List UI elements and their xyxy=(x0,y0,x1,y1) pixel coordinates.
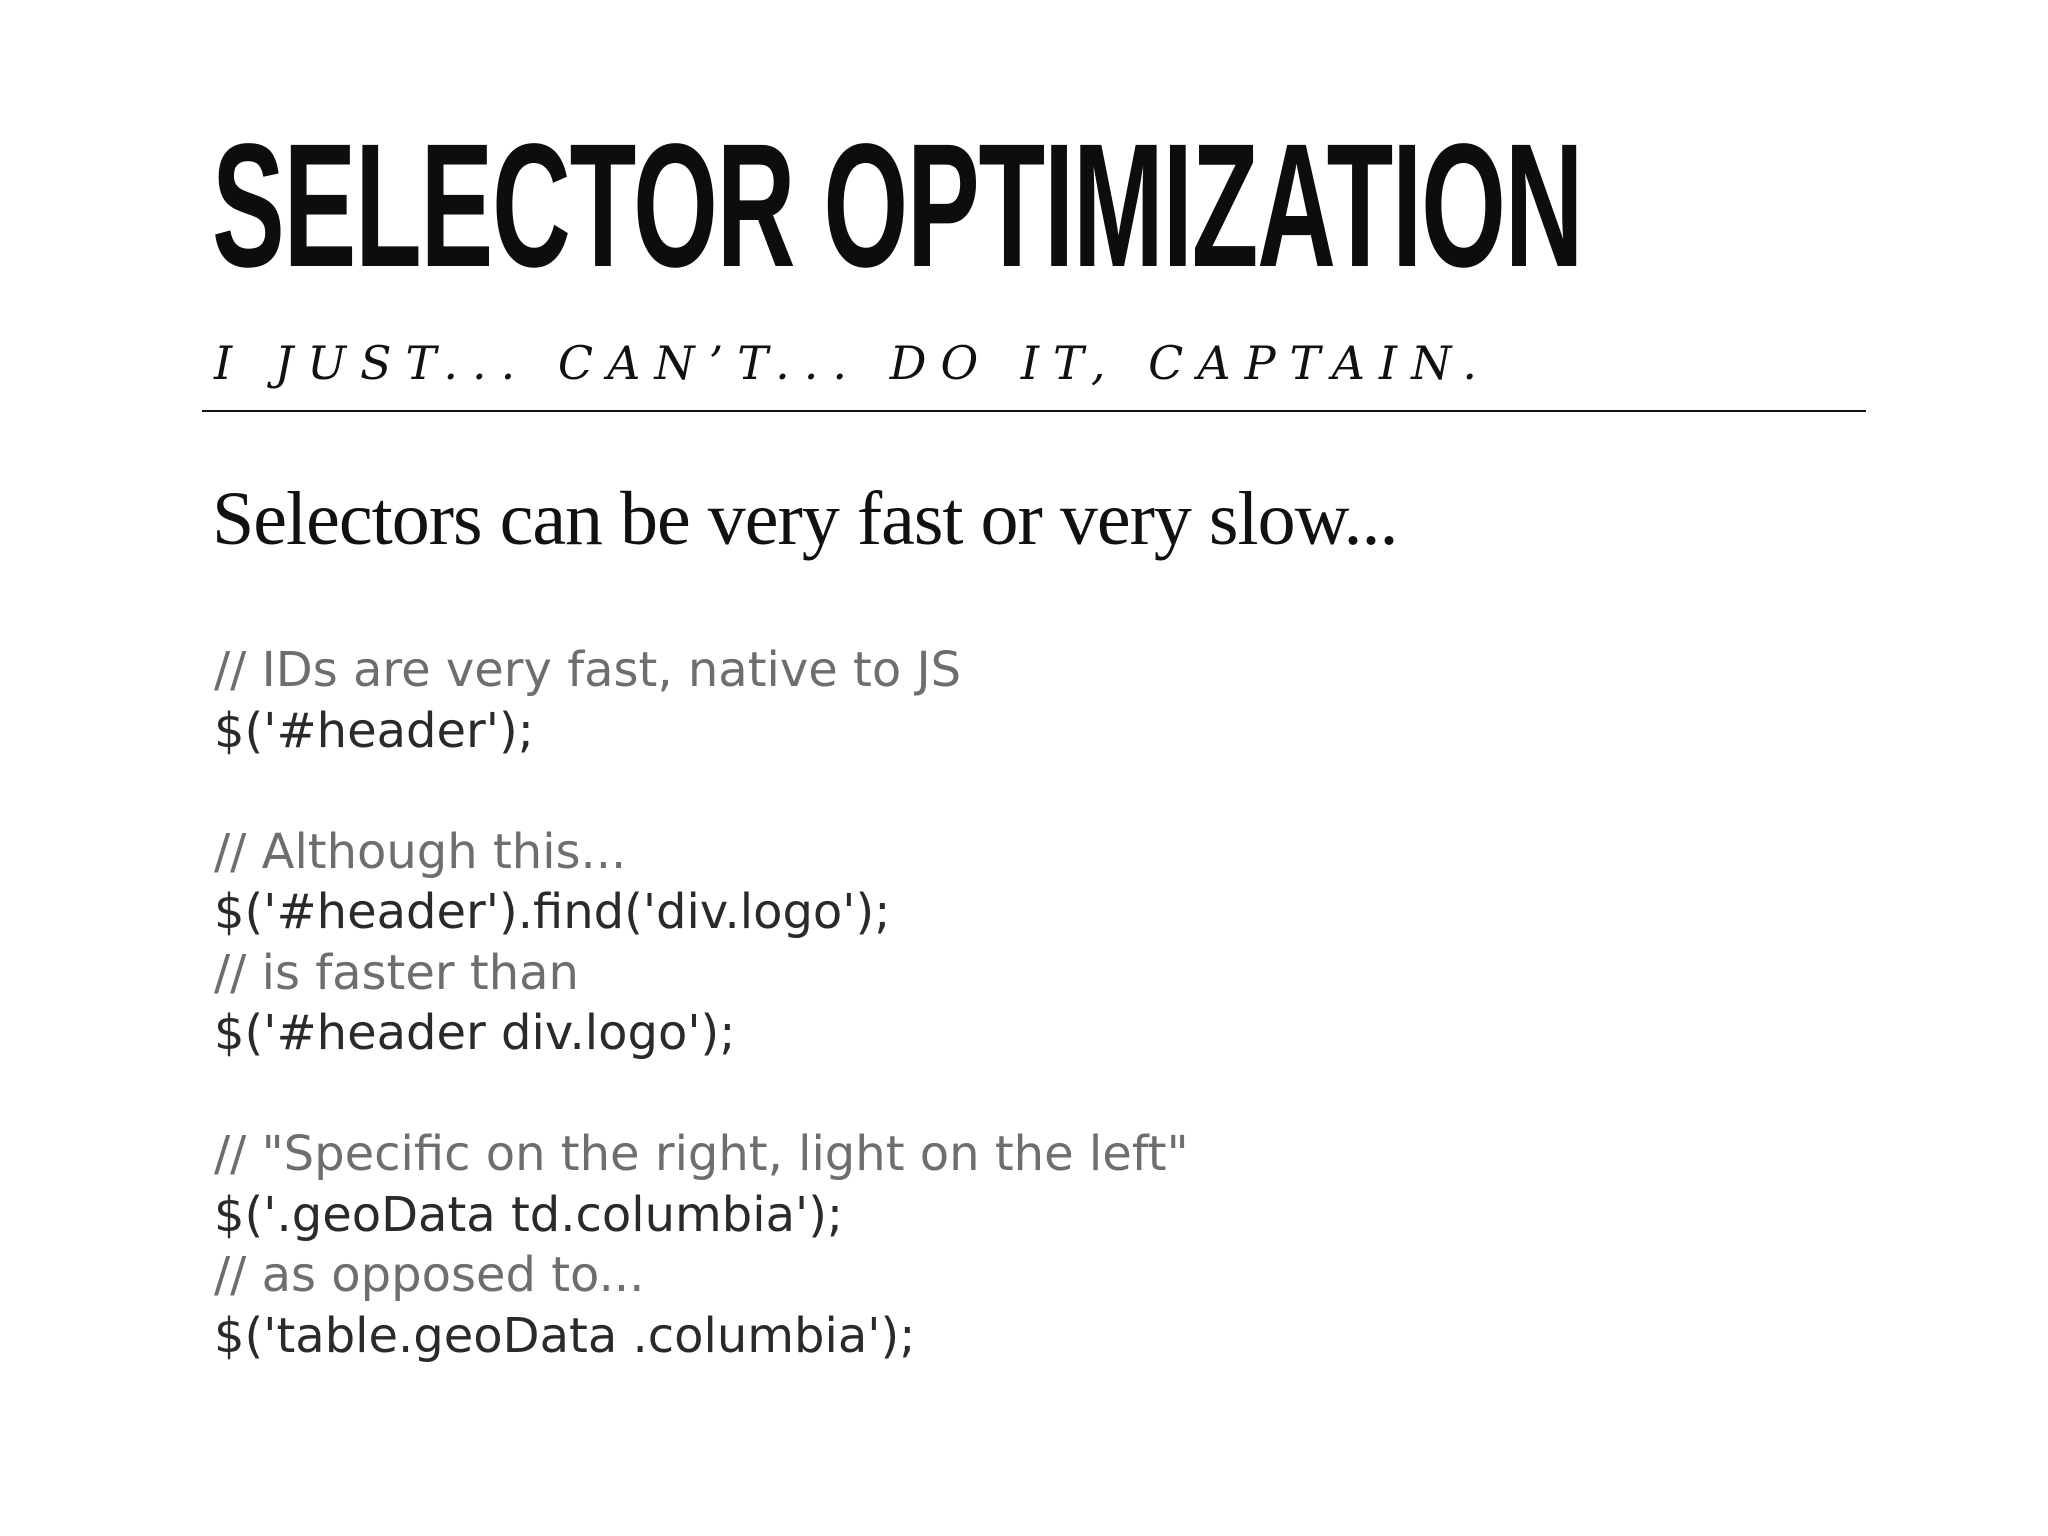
slide-title: SELECTOR OPTIMIZATION xyxy=(212,108,1583,304)
slide-subtitle: I JUST... CAN’T... DO IT, CAPTAIN. xyxy=(214,336,1492,390)
title-divider xyxy=(202,410,1866,412)
code-line-statement: $('table.geoData .columbia'); xyxy=(214,1307,916,1364)
code-line-statement: $('#header div.logo'); xyxy=(214,1005,736,1061)
code-line-comment: // as opposed to... xyxy=(214,1247,645,1303)
lead-text: Selectors can be very fast or very slow... xyxy=(212,477,1398,561)
code-line-comment: // "Specific on the right, light on the left" xyxy=(214,1126,1189,1182)
code-line-statement: $('.geoData td.columbia'); xyxy=(214,1186,844,1243)
code-line-statement: $('#header').find('div.logo'); xyxy=(214,884,891,940)
code-line-comment: // Although this... xyxy=(214,823,627,880)
code-line-comment: // IDs are very fast, native to JS xyxy=(214,642,962,698)
code-line-comment: // is faster than xyxy=(214,944,579,1001)
code-line-statement: $('#header'); xyxy=(214,702,534,759)
code-line-blank xyxy=(214,761,1714,822)
code-line-blank xyxy=(214,1064,1714,1125)
code-block xyxy=(214,640,1714,1366)
